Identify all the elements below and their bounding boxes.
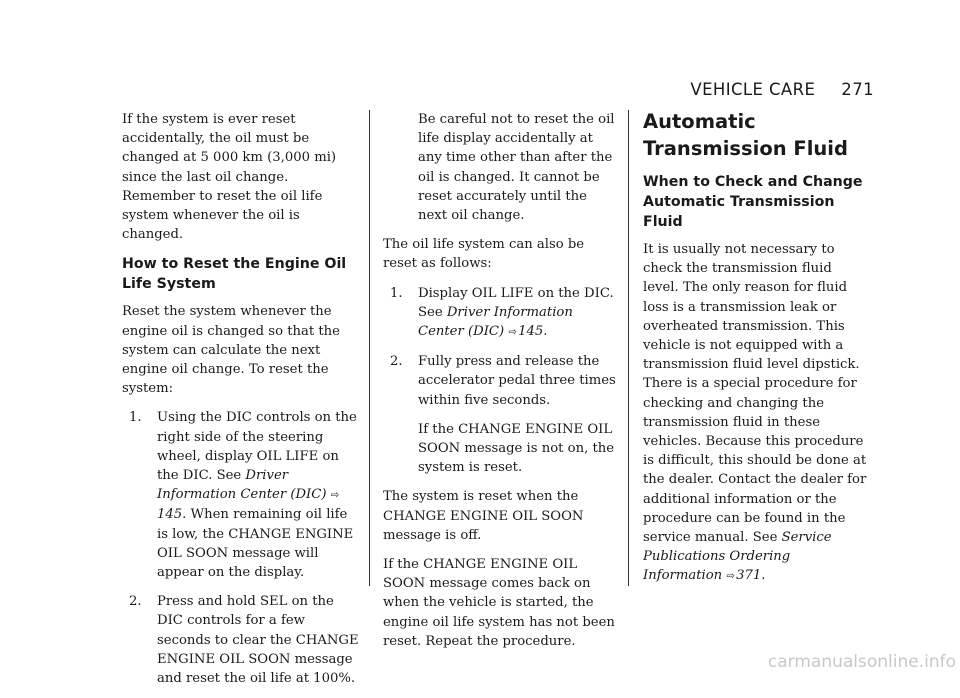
- list-item: [122, 592, 362, 688]
- list-item: [383, 284, 617, 343]
- paragraph: It is usually not necessary to check the transmission fluid level. The only reason for fluid loss is a transmission leak or overheated transmission. This vehicle is not equipped with a transmission fluid level dipstick. There is a special procedure for checking and changing the transmission fluid in these vehicles. Because this procedure is difficult, this should be done at the dealer. Contact the dealer for additional information or the procedure can be found in the service manual. See Service Publications Ordering Information ⇨ 371.: [643, 242, 867, 584]
- step-text: .: [543, 324, 548, 340]
- step-text: Display OIL LIFE on the DIC. See: [418, 285, 614, 320]
- watermark: carmanualsonline.info: [767, 652, 956, 672]
- paragraph: Be careful not to reset the oil life display accidentally at any time other than after the oil is changed. It cannot be reset accurately until the next oil change.: [418, 112, 615, 224]
- page-header: [690, 80, 874, 99]
- list-item: [122, 408, 362, 582]
- step-number: 2.: [129, 594, 142, 610]
- page-reference[interactable]: ⇨ 371: [726, 568, 762, 584]
- page-reference[interactable]: ⇨ 145: [157, 490, 340, 523]
- page-reference[interactable]: ⇨ 145: [508, 324, 544, 340]
- step-number: 1.: [129, 410, 142, 426]
- step-text: Fully press and release the accelerator pedal three times within five seconds.: [418, 354, 616, 408]
- column-divider: [369, 110, 370, 586]
- cross-reference-link[interactable]: Service Publications Ordering Information: [643, 530, 832, 584]
- step-number: 2.: [390, 354, 403, 370]
- arrow-right-icon: ⇨: [330, 490, 340, 502]
- arrow-right-icon: ⇨: [508, 327, 517, 339]
- step-number: 1.: [390, 285, 403, 301]
- cross-reference-link[interactable]: Driver Information Center (DIC): [418, 304, 573, 340]
- step-text: Using the DIC controls on the right side of the steering wheel, display OIL LIFE on the DIC. See: [157, 410, 357, 484]
- paragraph: If the CHANGE ENGINE OIL SOON message comes back on when the vehicle is started, the engine oil life system has not been reset. Repeat the procedure.: [383, 557, 615, 649]
- list-item: [383, 352, 617, 410]
- section-heading: How to Reset the Engine Oil Life System: [122, 256, 347, 293]
- section-title: VEHICLE CARE: [690, 80, 816, 99]
- paragraph: If the system is ever reset accidentally, the oil must be changed at 5 000 km (3,000 mi) since the last oil change. Remember to reset the oil life system whenever the oil is changed.: [122, 112, 337, 243]
- paragraph: The system is reset when the CHANGE ENGINE OIL SOON message is off.: [383, 489, 584, 543]
- column-right: [643, 110, 871, 597]
- paragraph: Reset the system whenever the engine oil is changed so that the system can calculate the next engine oil change. To reset the system:: [122, 304, 340, 397]
- step-text: Press and hold SEL on the DIC controls for a few seconds to clear the CHANGE ENGINE OIL SOON message and reset the oil life at 100%.: [157, 594, 359, 687]
- column-middle: [383, 110, 617, 661]
- column-left: [122, 110, 362, 698]
- page-number: 271: [841, 80, 874, 99]
- paragraph: If the CHANGE ENGINE OIL SOON message is not on, the system is reset.: [418, 421, 615, 476]
- column-divider: [628, 110, 629, 586]
- step-text: . When remaining oil life is low, the CHANGE ENGINE OIL SOON message will appear on the display.: [157, 507, 354, 581]
- section-heading: When to Check and Change Automatic Transmission Fluid: [643, 174, 863, 230]
- paragraph: The oil life system can also be reset as follows:: [383, 237, 585, 272]
- cross-reference-link[interactable]: Driver Information Center (DIC): [157, 468, 327, 503]
- page-title: Automatic Transmission Fluid: [643, 110, 848, 160]
- arrow-right-icon: ⇨: [726, 571, 735, 583]
